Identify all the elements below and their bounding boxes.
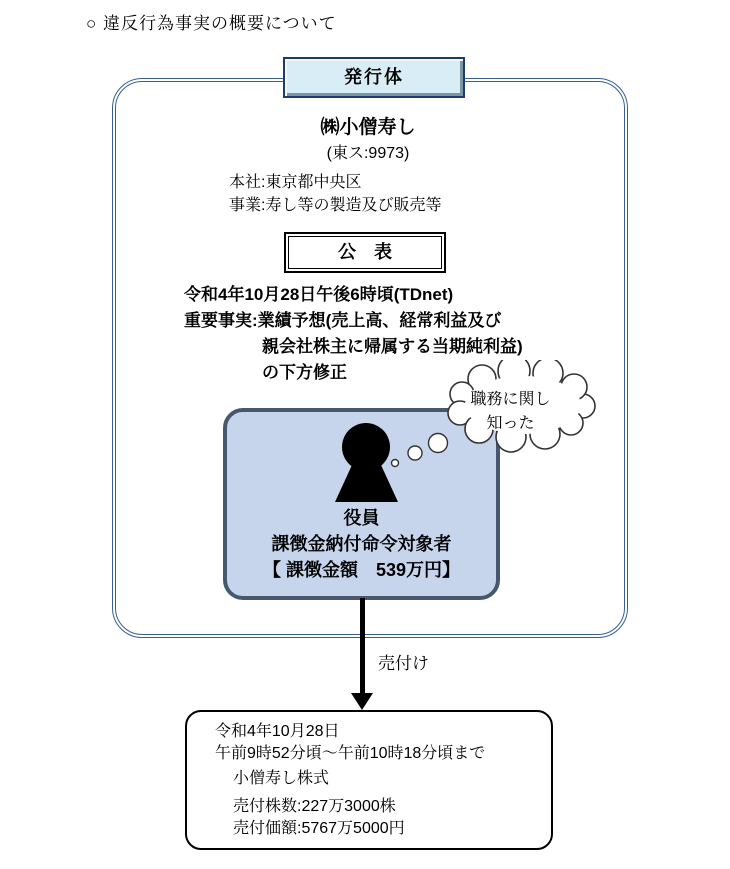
company-ticker: (東ス:9973): [326, 145, 410, 162]
issuer-header-box: 発行体: [283, 57, 465, 98]
announcement-header-box: 公 表: [284, 232, 446, 273]
thought-cloud-icon: [435, 360, 607, 458]
offender-designation: 課徴金納付命令対象者: [271, 534, 452, 554]
material-fact-line1: 重要事実:業績予想(売上高、経常利益及び: [184, 311, 502, 330]
offender-penalty-amount: 【 課徴金額 539万円】: [262, 560, 461, 580]
sell-arrow-label: 売付け: [378, 654, 429, 673]
trade-stock-name: 小僧寿し株式: [233, 770, 330, 787]
page-title: ○ 違反行為事実の概要について: [86, 14, 337, 33]
material-fact-line3: の下方修正: [262, 363, 347, 382]
trade-share-count: 売付株数:227万3000株: [233, 798, 396, 815]
sell-arrow-stem: [360, 598, 365, 695]
thought-cloud-text-line1: 職務に関し: [470, 391, 551, 408]
thought-cloud-text-line2: 知った: [486, 415, 535, 432]
company-hq: 本社:東京都中央区: [229, 174, 362, 191]
trade-date: 令和4年10月28日: [215, 723, 340, 740]
company-business: 事業:寿し等の製造及び販売等: [229, 197, 442, 214]
trade-time-range: 午前9時52分頃〜午前10時18分頃まで: [215, 745, 486, 762]
company-name: ㈱小僧寿し: [320, 117, 416, 138]
sell-arrow-head: [351, 693, 373, 710]
person-icon: [330, 420, 452, 508]
material-fact-line2: 親会社株主に帰属する当期純利益): [262, 337, 523, 356]
announcement-datetime: 令和4年10月28日午後6時頃(TDnet): [184, 285, 454, 304]
trade-total-value: 売付価額:5767万5000円: [233, 820, 405, 837]
offender-role: 役員: [343, 508, 380, 528]
